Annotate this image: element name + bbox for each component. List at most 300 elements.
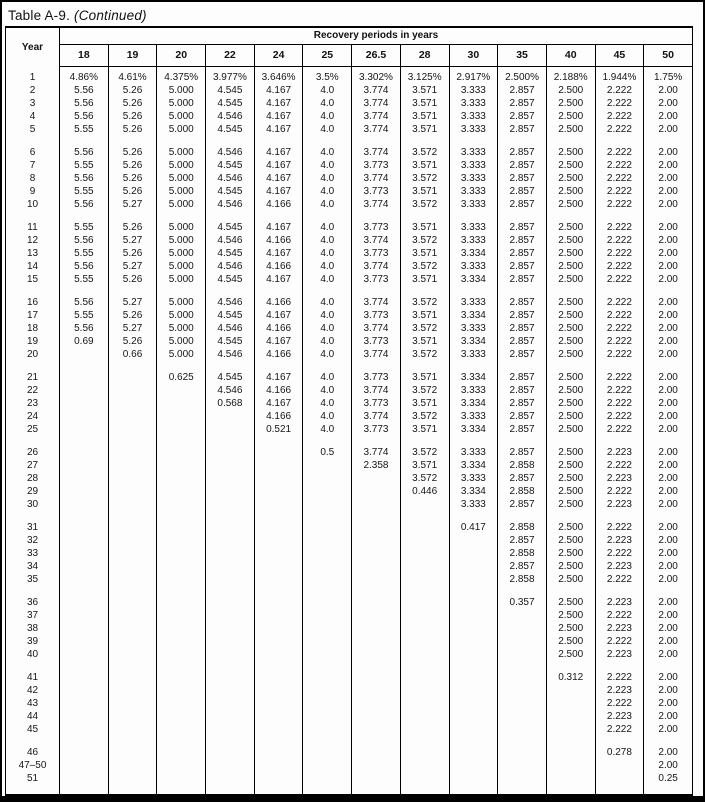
value-cell: 3.333: [449, 123, 498, 136]
spacer-cell: [6, 785, 60, 795]
value-cell: 4.545: [206, 371, 255, 384]
year-cell: 4: [6, 110, 60, 123]
value-cell: 2.500: [546, 596, 595, 609]
value-cell: 3.572: [400, 296, 449, 309]
value-cell: [400, 547, 449, 560]
year-cell: 3: [6, 97, 60, 110]
value-cell: [157, 573, 206, 586]
table-row: [6, 322, 693, 335]
year-cell: 18: [6, 322, 60, 335]
value-cell: 4.166: [254, 296, 303, 309]
value-cell: 3.774: [352, 110, 401, 123]
value-cell: 4.167: [254, 84, 303, 97]
value-cell: 2.500: [546, 410, 595, 423]
value-cell: 2.500: [546, 234, 595, 247]
spacer-cell: [400, 286, 449, 296]
spacer-cell: [352, 661, 401, 671]
value-cell: 5.27: [108, 322, 157, 335]
value-cell: 1.944%: [595, 71, 644, 84]
value-cell: [108, 534, 157, 547]
value-cell: [303, 759, 352, 772]
year-cell: 8: [6, 172, 60, 185]
spacer-cell: [644, 136, 693, 146]
table-row: [6, 573, 693, 586]
spacer-cell: [60, 785, 109, 795]
period-header: 20: [157, 44, 206, 66]
value-cell: [449, 710, 498, 723]
value-cell: 4.0: [303, 221, 352, 234]
value-cell: 2.222: [595, 397, 644, 410]
year-cell: 40: [6, 648, 60, 661]
value-cell: 2.222: [595, 573, 644, 586]
value-cell: [303, 671, 352, 684]
value-cell: 2.500: [546, 247, 595, 260]
value-cell: [303, 560, 352, 573]
value-cell: [400, 622, 449, 635]
value-cell: 2.500: [546, 423, 595, 436]
value-cell: 3.333: [449, 221, 498, 234]
year-cell: 9: [6, 185, 60, 198]
value-cell: 2.857: [498, 84, 547, 97]
value-cell: [157, 446, 206, 459]
value-cell: [108, 459, 157, 472]
period-header: 26.5: [352, 44, 401, 66]
value-cell: 2.857: [498, 110, 547, 123]
value-cell: [498, 609, 547, 622]
value-cell: [157, 746, 206, 759]
table-title-continued: (Continued): [74, 8, 147, 23]
value-cell: 2.857: [498, 397, 547, 410]
spacer-cell: [108, 436, 157, 446]
spacer-cell: [546, 436, 595, 446]
value-cell: [254, 573, 303, 586]
value-cell: [108, 609, 157, 622]
value-cell: 2.858: [498, 485, 547, 498]
spacer-cell: [254, 586, 303, 596]
spacer-cell: [352, 511, 401, 521]
value-cell: [60, 684, 109, 697]
value-cell: [352, 622, 401, 635]
value-cell: 4.0: [303, 371, 352, 384]
value-cell: 3.774: [352, 410, 401, 423]
spacer-cell: [60, 736, 109, 746]
value-cell: 3.334: [449, 247, 498, 260]
year-column-header: Year: [6, 28, 60, 66]
spacer-cell: [60, 136, 109, 146]
value-cell: [206, 485, 255, 498]
value-cell: [352, 547, 401, 560]
value-cell: [108, 759, 157, 772]
value-cell: 5.000: [157, 273, 206, 286]
value-cell: 2.222: [595, 260, 644, 273]
year-cell: 38: [6, 622, 60, 635]
value-cell: 5.26: [108, 335, 157, 348]
value-cell: [108, 684, 157, 697]
value-cell: 2.223: [595, 534, 644, 547]
value-cell: [352, 635, 401, 648]
value-cell: [303, 547, 352, 560]
value-cell: 4.166: [254, 322, 303, 335]
value-cell: 0.625: [157, 371, 206, 384]
value-cell: 3.571: [400, 159, 449, 172]
table-row: [6, 759, 693, 772]
value-cell: [352, 596, 401, 609]
value-cell: [400, 648, 449, 661]
spacer-cell: [303, 736, 352, 746]
value-cell: [60, 410, 109, 423]
spacer-cell: [303, 211, 352, 221]
value-cell: 3.774: [352, 322, 401, 335]
value-cell: 3.334: [449, 459, 498, 472]
value-cell: 4.167: [254, 172, 303, 185]
value-cell: 4.0: [303, 423, 352, 436]
table-row: [6, 123, 693, 136]
value-cell: [303, 472, 352, 485]
table-row: [6, 472, 693, 485]
period-header: 25: [303, 44, 352, 66]
value-cell: 2.500: [546, 146, 595, 159]
spacer-cell: [60, 436, 109, 446]
value-cell: 2.500: [546, 485, 595, 498]
value-cell: 5.56: [60, 322, 109, 335]
spacer-cell: [6, 286, 60, 296]
value-cell: [206, 560, 255, 573]
value-cell: [498, 759, 547, 772]
year-cell: 37: [6, 609, 60, 622]
year-cell: 33: [6, 547, 60, 560]
spacer-cell: [60, 586, 109, 596]
value-cell: 3.572: [400, 446, 449, 459]
year-cell: 28: [6, 472, 60, 485]
value-cell: 3.571: [400, 273, 449, 286]
value-cell: [206, 723, 255, 736]
value-cell: [400, 609, 449, 622]
spacer-cell: [108, 136, 157, 146]
value-cell: [108, 596, 157, 609]
value-cell: 3.333: [449, 97, 498, 110]
value-cell: [60, 609, 109, 622]
value-cell: [60, 485, 109, 498]
value-cell: 4.0: [303, 247, 352, 260]
spacer-cell: [108, 286, 157, 296]
value-cell: [254, 710, 303, 723]
value-cell: 4.167: [254, 335, 303, 348]
spacer-cell: [400, 361, 449, 371]
spacer-cell: [449, 736, 498, 746]
spacer-cell: [352, 286, 401, 296]
recovery-periods-header: Recovery periods in years: [60, 28, 693, 44]
spacer-cell: [206, 286, 255, 296]
value-cell: [206, 710, 255, 723]
value-cell: 0.357: [498, 596, 547, 609]
spacer-cell: [157, 136, 206, 146]
value-cell: [157, 622, 206, 635]
value-cell: [303, 684, 352, 697]
year-cell: 14: [6, 260, 60, 273]
value-cell: 2.857: [498, 410, 547, 423]
value-cell: 5.000: [157, 247, 206, 260]
value-cell: [303, 459, 352, 472]
spacer-cell: [352, 785, 401, 795]
value-cell: 5.26: [108, 273, 157, 286]
value-cell: 2.222: [595, 635, 644, 648]
spacer-cell: [157, 361, 206, 371]
year-cell: 29: [6, 485, 60, 498]
value-cell: 5.55: [60, 123, 109, 136]
value-cell: 3.571: [400, 397, 449, 410]
value-cell: 2.00: [644, 521, 693, 534]
value-cell: [60, 710, 109, 723]
value-cell: 2.500: [546, 185, 595, 198]
value-cell: [108, 635, 157, 648]
value-cell: 3.334: [449, 423, 498, 436]
value-cell: [254, 472, 303, 485]
value-cell: [352, 684, 401, 697]
table-row: [6, 260, 693, 273]
spacer-cell: [498, 785, 547, 795]
table-row: [6, 446, 693, 459]
spacer-cell: [546, 586, 595, 596]
spacer-cell: [595, 211, 644, 221]
table-row: [6, 684, 693, 697]
value-cell: 4.546: [206, 348, 255, 361]
value-cell: [254, 498, 303, 511]
value-cell: [157, 472, 206, 485]
spacer-cell: [400, 511, 449, 521]
year-cell: 20: [6, 348, 60, 361]
value-cell: 0.278: [595, 746, 644, 759]
value-cell: 3.774: [352, 260, 401, 273]
value-cell: 2.222: [595, 459, 644, 472]
value-cell: 2.500: [546, 521, 595, 534]
value-cell: 3.774: [352, 384, 401, 397]
spacer-cell: [108, 586, 157, 596]
value-cell: 4.167: [254, 247, 303, 260]
value-cell: [498, 697, 547, 710]
spacer-cell: [60, 661, 109, 671]
value-cell: 2.222: [595, 697, 644, 710]
table-row: [6, 609, 693, 622]
spacer-cell: [449, 136, 498, 146]
value-cell: 4.545: [206, 247, 255, 260]
value-cell: 2.857: [498, 97, 547, 110]
period-header: 50: [644, 44, 693, 66]
value-cell: [108, 746, 157, 759]
group-gap-row: [6, 361, 693, 371]
value-cell: 5.26: [108, 110, 157, 123]
value-cell: 3.572: [400, 260, 449, 273]
value-cell: [60, 371, 109, 384]
value-cell: [157, 547, 206, 560]
value-cell: 3.333: [449, 322, 498, 335]
body-bottom-padding-row: [6, 785, 693, 795]
year-cell: 23: [6, 397, 60, 410]
spacer-cell: [254, 785, 303, 795]
table-row: [6, 560, 693, 573]
value-cell: [400, 684, 449, 697]
spacer-cell: [595, 136, 644, 146]
value-cell: 4.0: [303, 335, 352, 348]
value-cell: 2.500: [546, 397, 595, 410]
value-cell: 2.858: [498, 573, 547, 586]
value-cell: [449, 534, 498, 547]
value-cell: 2.222: [595, 485, 644, 498]
value-cell: 2.500: [546, 335, 595, 348]
value-cell: [157, 423, 206, 436]
value-cell: [157, 648, 206, 661]
value-cell: [206, 410, 255, 423]
value-cell: 5.27: [108, 260, 157, 273]
value-cell: 5.000: [157, 172, 206, 185]
value-cell: 4.0: [303, 309, 352, 322]
value-cell: 5.56: [60, 146, 109, 159]
value-cell: 2.00: [644, 697, 693, 710]
spacer-cell: [400, 736, 449, 746]
spacer-cell: [60, 511, 109, 521]
value-cell: [60, 697, 109, 710]
value-cell: 3.774: [352, 234, 401, 247]
value-cell: 2.857: [498, 423, 547, 436]
value-cell: [352, 609, 401, 622]
spacer-cell: [498, 511, 547, 521]
value-cell: 4.546: [206, 296, 255, 309]
value-cell: 4.546: [206, 234, 255, 247]
value-cell: [206, 534, 255, 547]
value-cell: [400, 723, 449, 736]
value-cell: 2.00: [644, 609, 693, 622]
value-cell: 2.222: [595, 384, 644, 397]
value-cell: 3.646%: [254, 71, 303, 84]
value-cell: 3.571: [400, 459, 449, 472]
value-cell: 3.571: [400, 185, 449, 198]
value-cell: 3.333: [449, 110, 498, 123]
spacer-cell: [400, 785, 449, 795]
value-cell: [400, 710, 449, 723]
value-cell: 2.857: [498, 446, 547, 459]
value-cell: 3.773: [352, 335, 401, 348]
value-cell: 2.222: [595, 671, 644, 684]
value-cell: [449, 772, 498, 785]
group-gap-row: [6, 586, 693, 596]
value-cell: [60, 446, 109, 459]
value-cell: [498, 723, 547, 736]
value-cell: 4.167: [254, 185, 303, 198]
value-cell: [108, 397, 157, 410]
year-cell: 27: [6, 459, 60, 472]
value-cell: [400, 560, 449, 573]
year-cell: 39: [6, 635, 60, 648]
value-cell: 2.500: [546, 159, 595, 172]
spacer-cell: [303, 661, 352, 671]
spacer-cell: [498, 436, 547, 446]
spacer-cell: [6, 736, 60, 746]
value-cell: 2.500: [546, 534, 595, 547]
table-row: [6, 635, 693, 648]
value-cell: [449, 573, 498, 586]
value-cell: 5.26: [108, 185, 157, 198]
spacer-cell: [546, 361, 595, 371]
value-cell: 4.167: [254, 146, 303, 159]
value-cell: [449, 746, 498, 759]
spacer-cell: [206, 136, 255, 146]
table-row: [6, 309, 693, 322]
spacer-cell: [303, 586, 352, 596]
value-cell: 2.858: [498, 521, 547, 534]
value-cell: 2.500: [546, 547, 595, 560]
value-cell: 5.000: [157, 348, 206, 361]
spacer-cell: [449, 785, 498, 795]
spacer-cell: [595, 785, 644, 795]
year-cell: 12: [6, 234, 60, 247]
value-cell: 2.222: [595, 185, 644, 198]
year-cell: 44: [6, 710, 60, 723]
value-cell: 3.977%: [206, 71, 255, 84]
value-cell: [157, 384, 206, 397]
value-cell: 2.222: [595, 273, 644, 286]
spacer-cell: [644, 436, 693, 446]
value-cell: [254, 723, 303, 736]
value-cell: 2.222: [595, 97, 644, 110]
value-cell: [108, 521, 157, 534]
value-cell: [498, 635, 547, 648]
value-cell: 0.521: [254, 423, 303, 436]
spacer-cell: [157, 211, 206, 221]
value-cell: 2.00: [644, 234, 693, 247]
group-gap-row: [6, 736, 693, 746]
value-cell: [206, 423, 255, 436]
value-cell: 2.222: [595, 547, 644, 560]
value-cell: [400, 772, 449, 785]
value-cell: 3.334: [449, 335, 498, 348]
value-cell: [206, 671, 255, 684]
value-cell: [400, 573, 449, 586]
value-cell: 0.568: [206, 397, 255, 410]
table-row: [6, 198, 693, 211]
spacer-cell: [254, 211, 303, 221]
value-cell: 5.26: [108, 84, 157, 97]
value-cell: 3.571: [400, 221, 449, 234]
year-cell: 43: [6, 697, 60, 710]
value-cell: [157, 772, 206, 785]
value-cell: [206, 472, 255, 485]
value-cell: [449, 609, 498, 622]
table-row: [6, 247, 693, 260]
value-cell: 5.000: [157, 234, 206, 247]
value-cell: [449, 622, 498, 635]
value-cell: 3.334: [449, 485, 498, 498]
spacer-cell: [157, 736, 206, 746]
value-cell: 3.125%: [400, 71, 449, 84]
value-cell: [206, 622, 255, 635]
spacer-cell: [60, 361, 109, 371]
value-cell: [498, 772, 547, 785]
value-cell: 2.00: [644, 247, 693, 260]
value-cell: 3.333: [449, 498, 498, 511]
value-cell: 3.333: [449, 146, 498, 159]
value-cell: 3.333: [449, 185, 498, 198]
value-cell: [352, 485, 401, 498]
spacer-cell: [352, 361, 401, 371]
year-cell: 24: [6, 410, 60, 423]
value-cell: 2.00: [644, 371, 693, 384]
value-cell: [400, 521, 449, 534]
value-cell: 5.26: [108, 221, 157, 234]
value-cell: 2.00: [644, 635, 693, 648]
value-cell: 3.571: [400, 371, 449, 384]
value-cell: 2.500: [546, 560, 595, 573]
spacer-cell: [595, 586, 644, 596]
value-cell: 4.166: [254, 260, 303, 273]
